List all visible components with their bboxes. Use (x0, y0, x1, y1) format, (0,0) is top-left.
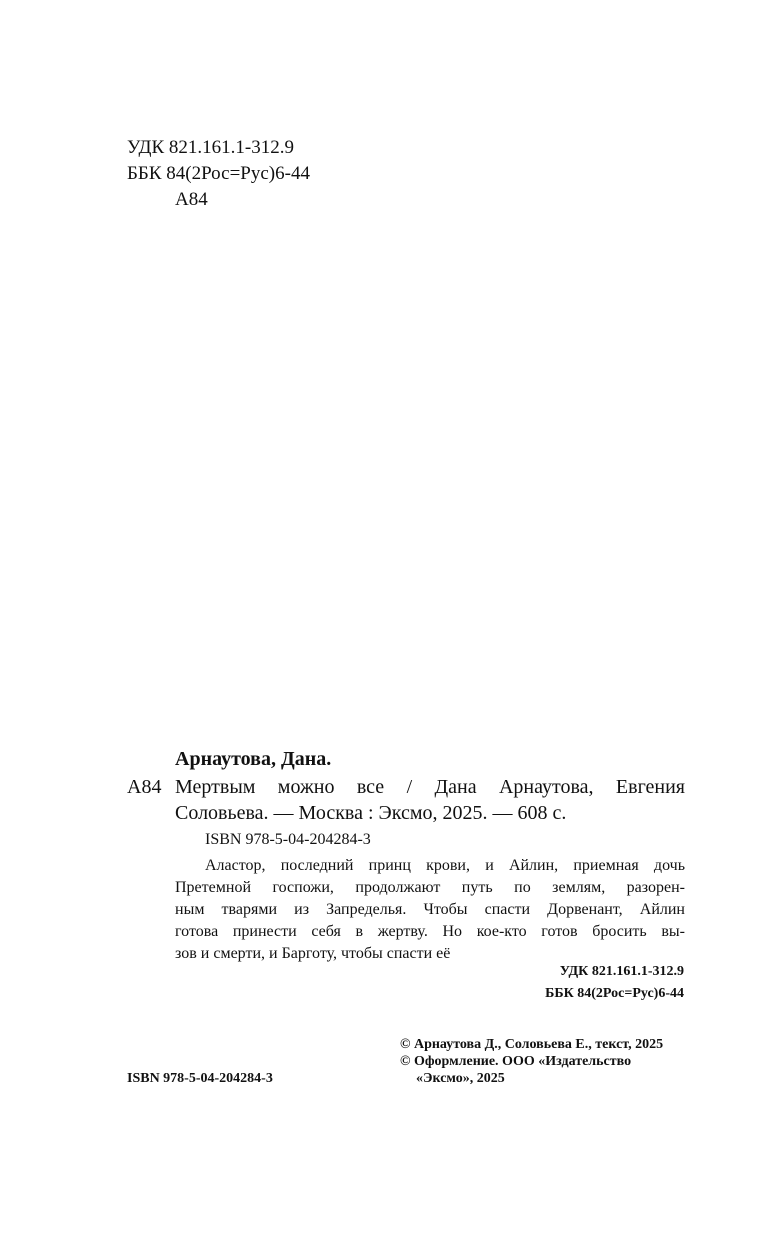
annotation-line-1: Аластор, последний принц крови, и Айлин, приемная дочь (205, 857, 685, 874)
annotation-line-5: зов и смерти, и Барготу, чтобы спасти её (175, 945, 451, 962)
card-bbk: ББК 84(2Рос=Рус)6-44 (545, 986, 684, 1001)
bottom-isbn: ISBN 978-5-04-204284-3 (127, 1071, 273, 1086)
copyright-line-3: «Эксмо», 2025 (416, 1071, 505, 1086)
copyright-line-1: © Арнаутова Д., Соловьева Е., текст, 2025 (400, 1037, 664, 1052)
card-udk: УДК 821.161.1-312.9 (559, 964, 684, 979)
copyright-line-2: © Оформление. ООО «Издательство (400, 1054, 632, 1069)
title-line-2: Соловьева. — Москва : Эксмо, 2025. — 608 с. (175, 802, 567, 824)
author-heading: Арнаутова, Дана. (175, 748, 332, 770)
top-bbk: ББК 84(2Рос=Рус)6-44 (127, 163, 310, 184)
top-author-mark: А84 (175, 189, 208, 210)
title-line-1: Мертвым можно все / Дана Арнаутова, Евгения (175, 776, 685, 798)
annotation-line-3: ным тварями из Запределья. Чтобы спасти Дорвенант, Айлин (175, 901, 685, 918)
annotation-line-4: готова принести себя в жертву. Но кое-кто готов бросить вы- (175, 923, 685, 940)
top-udk: УДК 821.161.1-312.9 (127, 137, 294, 158)
card-isbn: ISBN 978-5-04-204284-3 (205, 831, 371, 848)
card-author-mark: А84 (127, 776, 162, 798)
annotation-line-2: Претемной госпожи, продолжают путь по землям, разорен- (175, 879, 685, 896)
